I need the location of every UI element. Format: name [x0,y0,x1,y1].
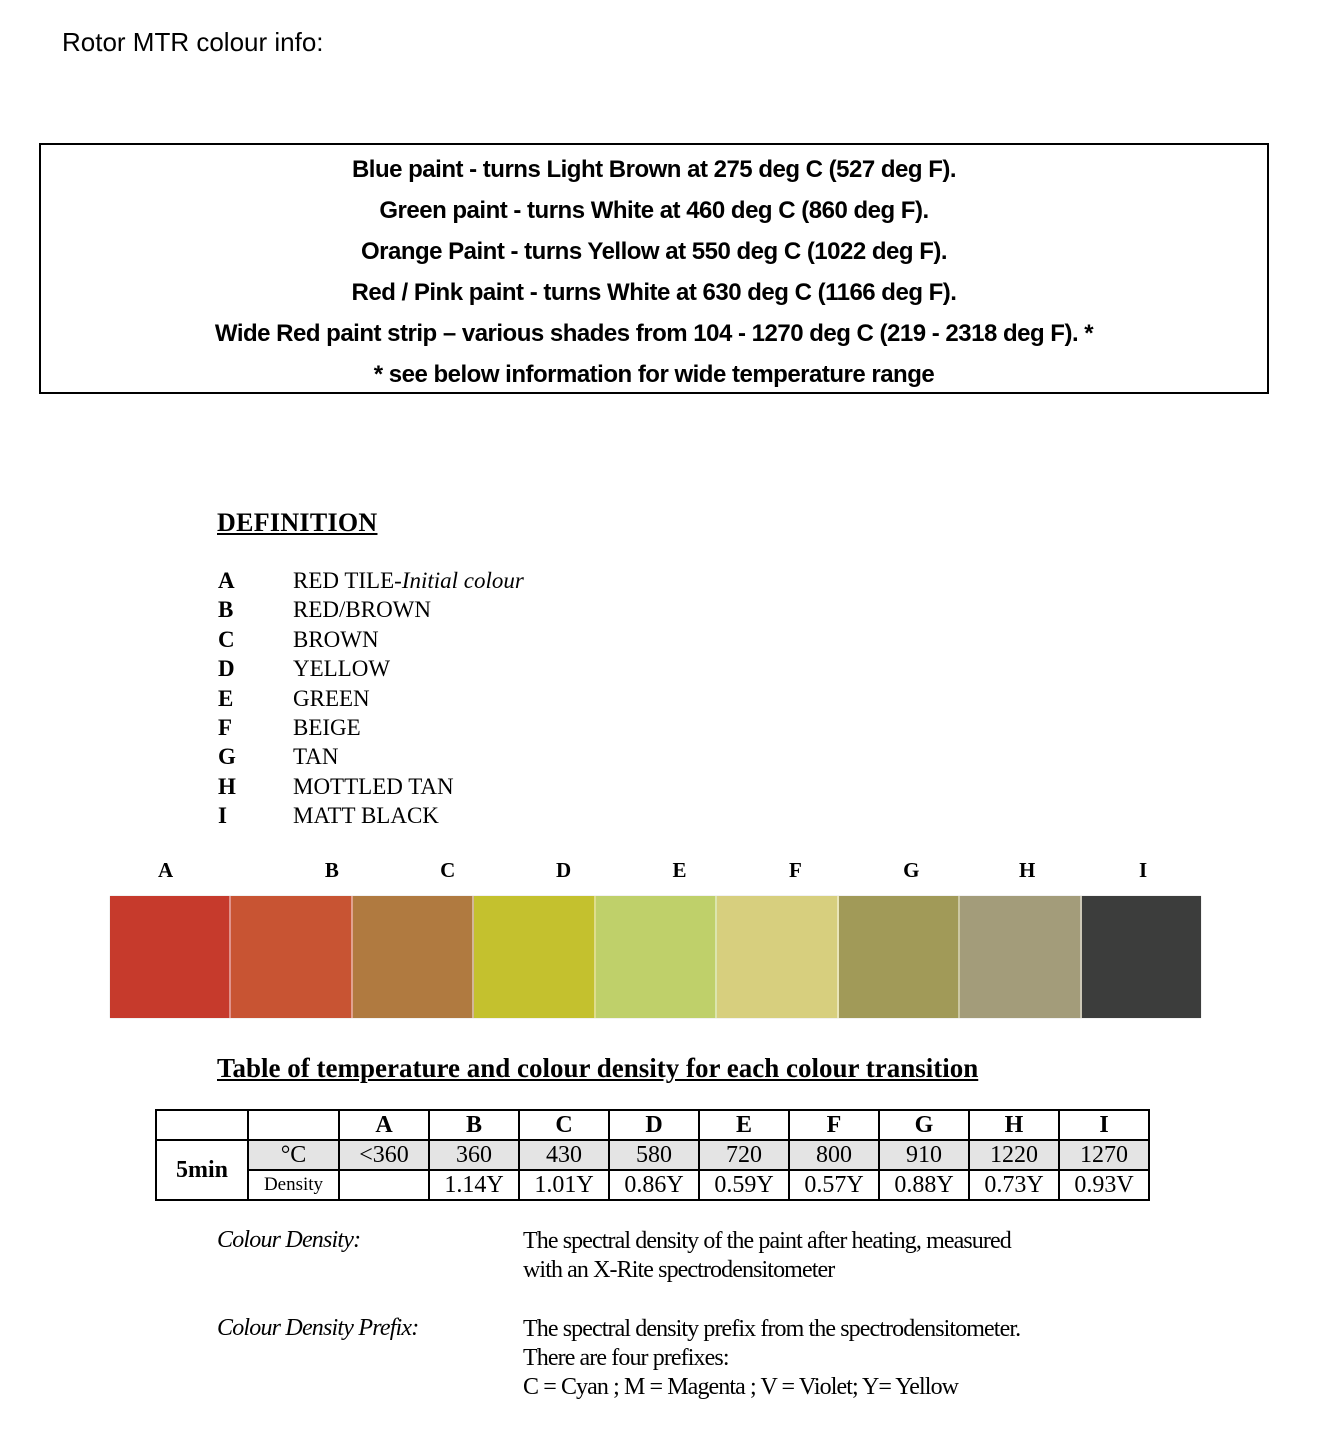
notice-line: * see below information for wide temperature range [373,361,935,388]
temperature-label: °C [248,1140,339,1170]
definition-text: BEIGE [293,714,361,740]
column-header: G [879,1110,969,1140]
density-label: Density [248,1170,339,1200]
column-header: A [339,1110,429,1140]
notice-line: Orange Paint - turns Yellow at 550 deg C (1022 deg F). [360,238,948,265]
definition-letter: A [218,568,235,593]
temperature-cell: 430 [519,1140,609,1170]
definition-item [218,684,524,713]
colour-swatch-c [353,896,474,1018]
table-row-density [156,1170,1149,1200]
definition-text: MATT BLACK [293,803,439,829]
temperature-cell: 720 [699,1140,789,1170]
column-header: I [1059,1110,1149,1140]
temperature-cell: <360 [339,1140,429,1170]
colour-swatch-e [596,896,717,1018]
column-header: B [429,1110,519,1140]
notice-line: Red / Pink paint - turns White at 630 deg C (1166 deg F). [351,279,957,306]
definition-item [218,772,524,801]
definition-text: RED/BROWN [293,597,431,623]
definition-note: Initial colour [401,568,524,593]
definition-item [218,742,524,771]
table-header-row [156,1110,1149,1140]
notes-section [217,1227,1020,1432]
note-colour-density-prefix [217,1315,1020,1402]
temperature-cell: 910 [879,1140,969,1170]
definition-item [218,654,524,683]
page-title: Rotor MTR colour info: [62,27,324,57]
definition-letter: I [218,803,227,829]
definition-list [218,566,524,831]
swatch-label: H [1019,858,1036,882]
definition-letter: D [218,656,235,682]
note-definition [523,1227,1011,1285]
definition-letter: E [218,685,234,711]
note-line: The spectral density of the paint after heating, measured [523,1228,1011,1254]
definition-item [218,801,524,830]
column-header: F [789,1110,879,1140]
note-line: C = Cyan ; M = Magenta ; V = Violet; Y= Yellow [523,1374,959,1400]
colour-swatch-b [231,896,352,1018]
note-term: Colour Density Prefix: [217,1315,419,1341]
density-cell [339,1170,429,1200]
swatch-label: C [440,858,456,882]
note-line: with an X-Rite spectrodensitometer [523,1257,835,1283]
swatch-label: D [556,858,572,882]
table-corner-cell [156,1110,248,1140]
density-cell: 1.14Y [429,1170,519,1200]
density-cell: 0.86Y [609,1170,699,1200]
colour-swatch-d [474,896,595,1018]
density-cell: 0.93V [1059,1170,1149,1200]
definition-title: DEFINITION [217,508,378,537]
definition-letter: G [218,744,236,770]
temperature-cell: 800 [789,1140,879,1170]
colour-swatch-f [717,896,838,1018]
density-cell: 0.88Y [879,1170,969,1200]
column-header: H [969,1110,1059,1140]
temperature-density-table [155,1109,1150,1201]
table-title: Table of temperature and colour density for each colour transition [217,1053,979,1083]
density-cell: 0.59Y [699,1170,789,1200]
definition-item [218,713,524,742]
row-label: 5min [156,1140,248,1200]
swatch-label: F [788,858,802,882]
swatch-labels [110,858,1201,883]
temperature-cell: 1270 [1059,1140,1149,1170]
note-term: Colour Density: [217,1227,361,1253]
definition-letter: F [218,714,233,740]
notice-line: Wide Red paint strip – various shades from 104 - 1270 deg C (219 - 2318 deg F). * [214,320,1094,347]
temperature-cell: 1220 [969,1140,1059,1170]
definition-text: MOTTLED TAN [293,773,454,799]
definition-text: BROWN [293,626,379,652]
temperature-cell: 360 [429,1140,519,1170]
swatch-label: I [1138,858,1148,882]
definition-text: GREEN [293,685,370,711]
column-header: E [699,1110,789,1140]
definition-text: TAN [293,744,339,770]
colour-swatch-h [960,896,1081,1018]
temperature-cell: 580 [609,1140,699,1170]
note-definition [523,1315,1020,1402]
density-cell: 0.73Y [969,1170,1059,1200]
definition-letter: H [218,773,236,799]
definition-item [218,566,524,595]
colour-swatch-i [1082,896,1201,1018]
swatch-label: A [158,858,174,882]
colour-swatch-a [110,896,231,1018]
definition-text: RED TILE- [293,568,402,593]
notice-line: Blue paint - turns Light Brown at 275 deg C (527 deg F). [351,156,957,183]
column-header: D [609,1110,699,1140]
definition-item [218,625,524,654]
notice-line: Green paint - turns White at 460 deg C (860 deg F). [379,197,929,224]
colour-swatch-g [839,896,960,1018]
definition-letter: B [218,597,234,623]
colour-swatch-strip [110,896,1201,1018]
swatch-label: G [903,858,920,882]
density-cell: 1.01Y [519,1170,609,1200]
definition-letter: C [218,626,235,652]
density-cell: 0.57Y [789,1170,879,1200]
table-corner-cell [248,1110,339,1140]
note-line: The spectral density prefix from the spectrodensitometer. [523,1316,1021,1342]
swatch-label: B [324,858,339,882]
note-line: There are four prefixes: [523,1345,729,1371]
definition-item [218,595,524,624]
definition-text: YELLOW [293,656,391,682]
notice-box [39,143,1269,394]
swatch-label: E [672,858,687,882]
note-colour-density [217,1227,1020,1285]
column-header: C [519,1110,609,1140]
table-row-temperature [156,1140,1149,1170]
